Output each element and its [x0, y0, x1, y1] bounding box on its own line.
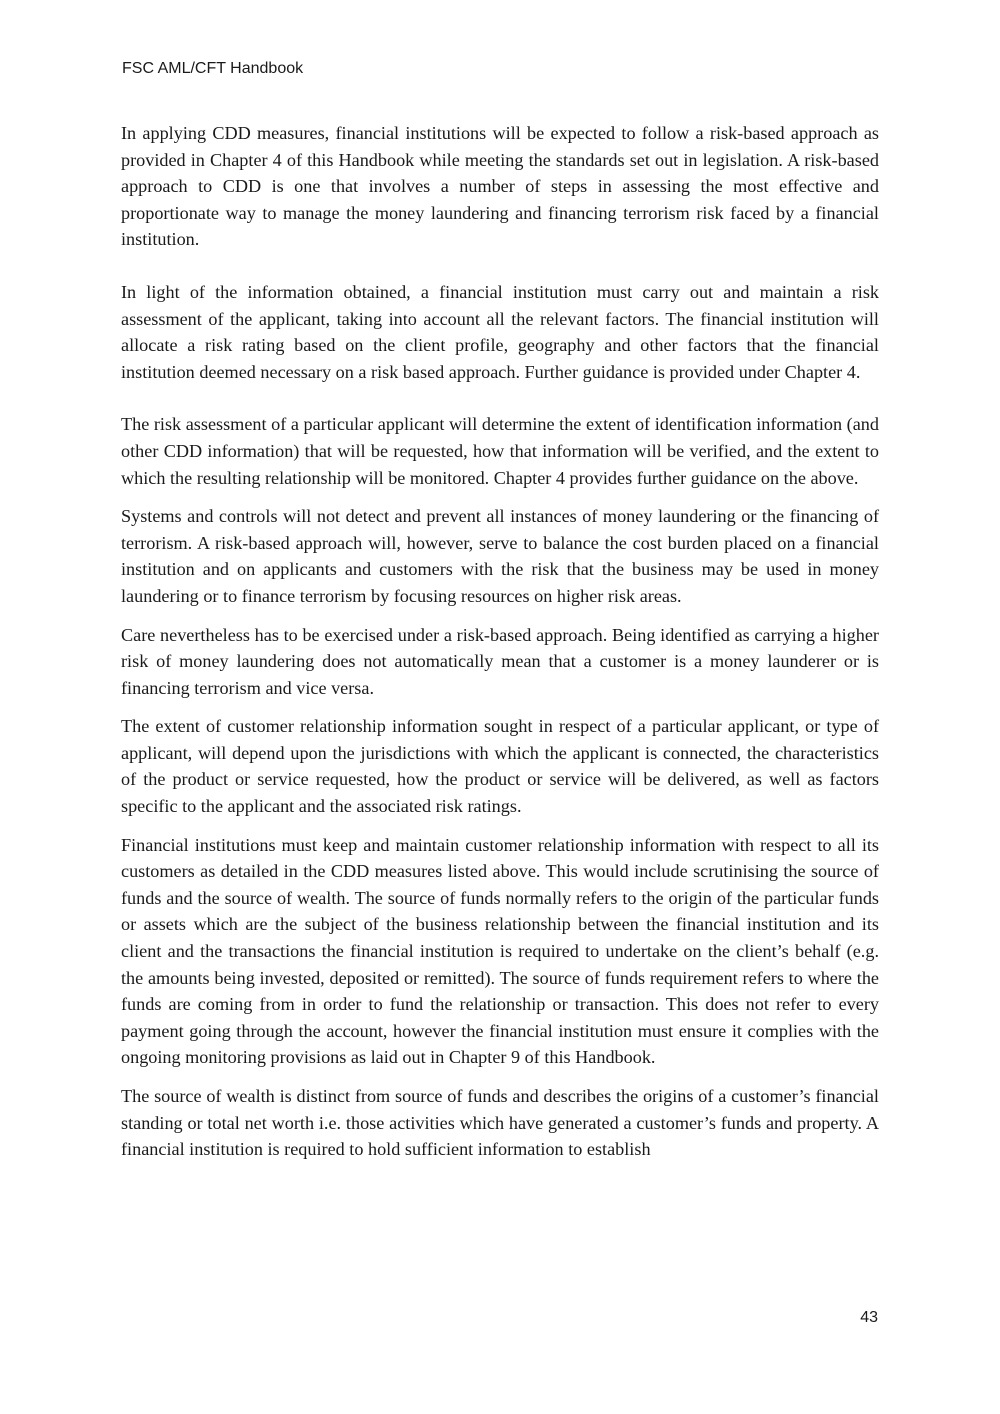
paragraph: In applying CDD measures, financial institutions will be expected to follow a risk-based approach as provided in Chapter 4 of this Handbook while meeting the standards set out in legislation. A risk-based approach to CDD is one that involves a number of steps in assessing the most effective and proportionate way to manage the money laundering and financing terrorism risk faced by a financial institution. [121, 123, 879, 250]
paragraph: The extent of customer relationship information sought in respect of a particular applicant, or type of applicant, will depend upon the jurisdictions with which the applicant is connected, the characteristics of the product or service requested, how the product or service will be delivered, as well as factors specific to the applicant and the associated risk ratings. [121, 716, 879, 817]
paragraph: In light of the information obtained, a financial institution must carry out and maintain a risk assessment of the applicant, taking into account all the relevant factors. The financial institution will allocate a risk rating based on the client profile, geography and other factors that the financial institution deemed necessary on a risk based approach. Further guidance is provided under Chapter 4. [121, 281, 879, 382]
paragraph: Systems and controls will not detect and prevent all instances of money laundering or the financing of terrorism. A risk-based approach will, however, serve to balance the cost burden placed on a financial institution and on applicants and customers with the risk that the business may be used in money laundering or to finance terrorism by focusing resources on higher risk areas. [121, 506, 879, 606]
paragraph: Care nevertheless has to be exercised under a risk-based approach. Being identified as carrying a higher risk of money laundering does not automatically mean that a customer is a money launderer or is financing terrorism and vice versa. [121, 624, 879, 698]
body-text [121, 120, 879, 1175]
paragraph: The risk assessment of a particular applicant will determine the extent of identification information (and other CDD information) that will be requested, how that information will be verified, and the extent to which the resulting relationship will be monitored. Chapter 4 provides further guidance on the above. [121, 414, 879, 488]
running-header: FSC AML/CFT Handbook [122, 60, 304, 77]
paragraph: Financial institutions must keep and maintain customer relationship information with respect to all its customers as detailed in the CDD measures listed above. This would include scrutinising the source of funds and the source of wealth. The source of funds normally refers to the origin of the particular funds or assets which are the subject of the business relationship between the financial institution and its client and the transactions the financial institution is required to undertake on the client’s behalf (e.g. the amounts being invested, deposited or remitted). The source of funds requirement refers to where the funds are coming from in order to fund the relationship or transaction. This does not refer to every payment going through the account, however the financial institution must ensure it complies with the ongoing monitoring provisions as laid out in Chapter 9 of this Handbook. [121, 834, 879, 1068]
page-number: 43 [860, 1309, 878, 1326]
paragraph: The source of wealth is distinct from source of funds and describes the origins of a customer’s financial standing or total net worth i.e. those activities which have generated a customer’s funds and property. A financial institution is required to hold sufficient information to establish [121, 1086, 879, 1160]
